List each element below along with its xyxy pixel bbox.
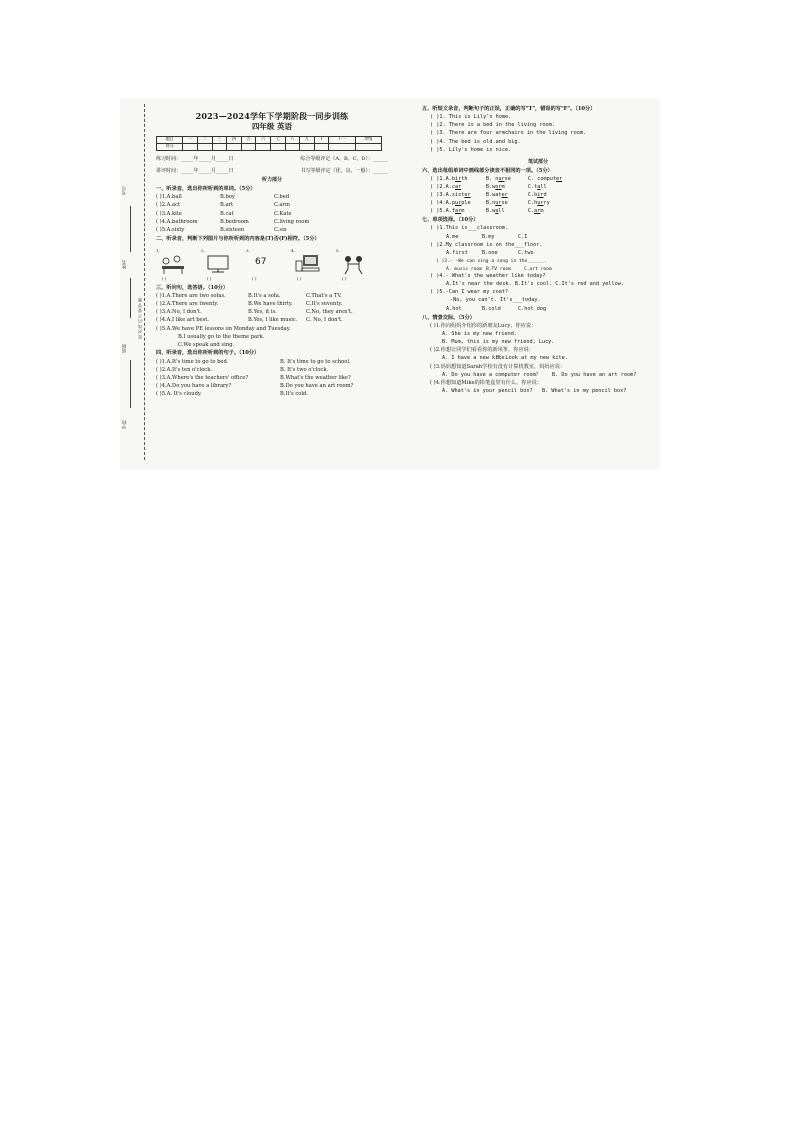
- option-b: B.sixteen: [220, 226, 245, 233]
- score-input-cell[interactable]: [183, 143, 198, 150]
- word-part: B.w: [485, 208, 496, 215]
- scenario-4: ( )4.你想知道Mike的铅笔盒里有什么，你应说：: [430, 379, 543, 386]
- option-b: B.TV room: [486, 266, 511, 272]
- underlined-letters: ar: [534, 208, 541, 215]
- answer-bracket: ( )5.A.: [430, 208, 452, 215]
- score-header-cell: 十: [314, 136, 329, 143]
- option-a: A. I have a new kite.: [442, 355, 508, 362]
- option-b: B.We have thirty.: [248, 301, 293, 308]
- scenario-2-options: [422, 356, 654, 362]
- question-1: ( )1.This is___classroom.: [430, 225, 509, 232]
- question-row: [156, 376, 388, 382]
- phonics-row: [422, 209, 654, 215]
- section-4-title: 四、听录音，选出你所听到的句子。（10分）: [156, 350, 260, 357]
- option-c: C.living room: [274, 218, 310, 225]
- word-part: m: [540, 208, 544, 215]
- phonics-row: [422, 185, 654, 191]
- word-part: B. n: [485, 175, 499, 182]
- overall-rating: 综合等级评定（A、B、C、D）：______: [300, 155, 388, 162]
- answer-bracket: ( )4.A.: [430, 200, 452, 207]
- option-c: C.Kate: [274, 210, 292, 217]
- underlined-letters: ar: [455, 208, 462, 215]
- word-part: se: [501, 200, 508, 207]
- option-b: B.Yes, it is.: [248, 309, 277, 316]
- option-b: B.bedroom: [220, 218, 249, 225]
- practice-time: 练习时间：_____年_____月_____日: [156, 155, 234, 162]
- option-a: ( )3.A.kite: [156, 210, 182, 217]
- word-part: B.wat: [485, 191, 502, 198]
- option-a: ( )5.A. It's cloudy.: [156, 391, 202, 398]
- option-a: A.hot: [446, 305, 462, 312]
- word-option-b: [486, 185, 528, 191]
- option-a: A.first: [446, 249, 468, 256]
- option-b: B.Do you have an art room?: [280, 383, 354, 390]
- option-b: B.boy: [220, 194, 235, 201]
- underlined-letters: or: [495, 183, 502, 190]
- score-input-cell[interactable]: [241, 143, 256, 150]
- word-part: d: [543, 191, 547, 198]
- word-option-c: [528, 193, 547, 199]
- option-b: B.It's a sofa.: [248, 292, 281, 299]
- answer-bracket: ( ): [297, 276, 302, 282]
- word-part: B.w: [485, 183, 496, 190]
- option-c: C.bed: [274, 194, 290, 201]
- option-b: B.It's cold.: [280, 391, 308, 398]
- section-5-title: 五、听短文录音，判断句子的正误，正确的写"T"，错误的写"F"。（10分）: [422, 106, 596, 112]
- picture-4: [291, 247, 325, 282]
- question-5-option-c: C.We speak and sing.: [178, 341, 235, 348]
- underlined-letters: ur: [495, 200, 502, 207]
- score-header-cell: 一: [183, 136, 198, 143]
- question-2: ( )2.My classroom is on the___floor.: [430, 241, 543, 248]
- option-b: B.cat: [220, 210, 234, 217]
- underlined-letters: er: [501, 191, 508, 198]
- question-4-options: A.It's near the desk. B.It's cool. C.It's red and yellow.: [446, 281, 625, 288]
- section-7-items: [422, 226, 654, 312]
- question-5-line-2: -No, you can't. It's___today.: [450, 297, 541, 304]
- word-option-a: [452, 193, 486, 199]
- computer-icon: [294, 253, 322, 275]
- section-6-items: [422, 177, 654, 216]
- listening-heading: 听力部分: [261, 177, 282, 184]
- option-a: ( )2.A.act: [156, 202, 181, 209]
- field-label-name: 姓名: [122, 260, 127, 269]
- underlined-letters: ur: [537, 200, 544, 207]
- score-input-cell[interactable]: [270, 143, 285, 150]
- question-3-options: [422, 267, 654, 272]
- picture-number: 1.: [156, 247, 160, 253]
- statement-row: ( )4. The bed is old and big.: [430, 138, 521, 145]
- word-part: ple: [461, 200, 471, 207]
- practice-info-row: [156, 157, 388, 163]
- question-row: [156, 392, 388, 398]
- option-a: ( )4.A.bathroom: [156, 218, 198, 225]
- score-header-cell: 五: [241, 136, 256, 143]
- option-a: ( )3.A.No, I don't.: [156, 309, 202, 316]
- score-header-cell: 八: [285, 136, 300, 143]
- word-part: m: [501, 183, 505, 190]
- word-part: ry: [543, 200, 550, 207]
- binding-strip: [120, 98, 150, 470]
- option-a: ( )4.A.I like art best.: [156, 317, 210, 324]
- answer-bracket: ( ): [252, 276, 257, 282]
- underlined-letters: ir: [537, 191, 544, 198]
- scenario-1: ( )1.你向妈妈介绍你的新朋友Lucy，你应说：: [430, 322, 537, 329]
- option-c: C.arm: [274, 202, 290, 209]
- picture-1: [156, 247, 190, 282]
- right-column: [422, 104, 654, 395]
- score-input-cell[interactable]: [197, 143, 212, 150]
- question-4: ( )4.- What's the weather like today?: [430, 272, 546, 279]
- option-c: C.art room: [524, 266, 552, 272]
- option-c: C. No, I don't.: [306, 317, 343, 324]
- question-1-options: [422, 235, 654, 241]
- score-header-cell: 七: [270, 136, 285, 143]
- left-column: [156, 104, 388, 398]
- answer-bracket: ( )3.A.: [430, 191, 452, 198]
- question-row: [156, 360, 388, 366]
- option-a: ( )4.A.Do you have a library?: [156, 383, 232, 390]
- word-part: b: [451, 175, 455, 182]
- people-at-table-icon: [159, 253, 187, 275]
- underlined-letters: er: [464, 191, 471, 198]
- blank-line: [130, 360, 131, 408]
- scenario-3-options: [422, 373, 654, 379]
- option-a: A.me: [446, 233, 459, 240]
- score-header-cell: 六: [256, 136, 271, 143]
- question-3: ( )3.- -We can sing a song in the______.: [436, 259, 547, 265]
- word-part: B.n: [485, 200, 496, 207]
- score-table: [156, 136, 382, 151]
- word-option-b: [486, 209, 528, 215]
- underlined-letters: ar: [455, 183, 462, 190]
- question-row: [156, 384, 388, 390]
- section-4-items: [156, 360, 388, 399]
- word-option-a: [452, 185, 486, 191]
- picture-2: [201, 247, 235, 282]
- word-part: C.b: [527, 191, 538, 198]
- word-option-b: [486, 201, 528, 207]
- word-option-a: [452, 177, 486, 183]
- picture-3: [246, 247, 280, 282]
- question-row: [156, 212, 388, 218]
- option-b: B. Do you have an art room?: [552, 371, 637, 378]
- question-row: [156, 318, 388, 324]
- score-table-header-row: [157, 136, 382, 143]
- picture-row: [156, 247, 388, 282]
- option-b: B. Look at my new kite.: [496, 355, 568, 362]
- option-c: C.six: [274, 226, 287, 233]
- question-row: [156, 294, 388, 300]
- score-header-cell: 二: [197, 136, 212, 143]
- underlined-letters: a: [495, 208, 499, 215]
- question-5: ( )5.-Can I wear my coat?: [430, 289, 509, 296]
- score-input-cell[interactable]: [227, 143, 242, 150]
- question-row: [156, 220, 388, 226]
- option-b: B.art: [220, 202, 234, 209]
- option-c: C.That's a TV.: [306, 292, 342, 299]
- word-part: C.: [527, 208, 535, 215]
- word-option-a: [452, 201, 486, 207]
- review-info-row: [156, 169, 388, 175]
- scenario-4-options: [422, 389, 654, 395]
- section-3-title: 三、听问句，选答语。（10分）: [156, 284, 229, 291]
- word-part: th: [461, 175, 468, 182]
- section-2-title: 二、听录音，判断下列图片与你所听到的内容是(T)否(F)相符。（5分）: [156, 235, 320, 242]
- word-part: sist: [451, 191, 465, 198]
- option-a: ( )5.A.sixty: [156, 226, 185, 233]
- score-header-cell: 九: [300, 136, 315, 143]
- review-time: 讲评时间：_____年_____月_____日: [156, 167, 234, 174]
- option-b: B. It's time to go to school.: [280, 358, 351, 365]
- picture-number: 3.: [246, 247, 250, 253]
- writing-rating: 书写等级评定（优、良、一般）：______: [300, 167, 388, 174]
- scenario-1-option-b: B. Mum, this is my new friend, Lucy.: [442, 339, 555, 346]
- option-c: C.No, they aren't.: [306, 309, 353, 316]
- exam-subtitle: 四年级 英语: [251, 122, 293, 132]
- scenario-3: ( )3.妈妈想知道Sarah学校有没有计算机教室，妈妈应说：: [430, 363, 566, 370]
- option-b: B. What's in my pencil box?: [542, 387, 627, 394]
- question-row: [156, 195, 388, 201]
- phonics-row: [422, 193, 654, 199]
- question-5-options: [422, 307, 654, 313]
- score-header-cell: 题目: [157, 136, 183, 143]
- word-option-c: [528, 177, 562, 183]
- picture-number: 2.: [201, 247, 205, 253]
- field-label-exam-number: 考号: [122, 186, 127, 195]
- underlined-letters: er: [555, 175, 563, 182]
- answer-bracket: ( ): [342, 276, 347, 282]
- section-3-items: [156, 294, 388, 349]
- score-input-cell[interactable]: [355, 143, 381, 150]
- word-part: se: [504, 175, 511, 182]
- option-c: C.It's seventy.: [306, 301, 343, 308]
- picture-5: [336, 247, 370, 282]
- underlined-letters: a: [537, 183, 541, 190]
- option-a: ( )1.A.ball: [156, 194, 182, 201]
- score-header-cell: 四: [227, 136, 242, 143]
- field-label-school: 学校: [122, 420, 127, 429]
- word-part: ll: [498, 208, 505, 215]
- word-part: p: [451, 200, 455, 207]
- word-option-b: [486, 177, 528, 183]
- underlined-letters: ir: [455, 175, 462, 182]
- question-row: [156, 302, 388, 308]
- option-a: ( )2.A.It's ten o'clock.: [156, 366, 212, 373]
- phonics-row: [422, 177, 654, 183]
- scenario-2: ( )2.你想让同学们看看你的新风筝，你应说：: [430, 347, 535, 354]
- section-7-title: 七、单项选择。（10分）: [422, 217, 479, 224]
- question-row: [156, 368, 388, 374]
- section-5-items: [422, 115, 654, 154]
- score-header-cell: 三: [212, 136, 227, 143]
- word-part: ll: [540, 183, 547, 190]
- answer-bracket: ( )2.A.: [430, 183, 452, 190]
- section-8-items: [422, 324, 654, 395]
- option-a: A. What's in your pencil box?: [442, 387, 533, 394]
- statement-row: ( )1. This is Lily's home.: [430, 114, 512, 121]
- option-a: ( )3.A.Where's the teachers' office?: [156, 374, 249, 381]
- option-b: B.What's the weather like?: [280, 374, 351, 381]
- score-input-cell[interactable]: [285, 143, 300, 150]
- score-table-score-row: [157, 143, 382, 150]
- blank-line: [130, 278, 131, 318]
- exam-sheet: [120, 98, 660, 470]
- option-b: B.cold: [482, 305, 501, 312]
- word-part: c: [451, 183, 455, 190]
- option-a: ( )1.A.It's time to go to bed.: [156, 358, 229, 365]
- option-b: B. It's two o'clock.: [280, 366, 329, 373]
- option-c: C.I: [518, 233, 528, 240]
- score-row-label: 得分: [157, 143, 183, 150]
- option-b: B.one: [482, 249, 498, 256]
- section-8-title: 八、情景交际。（5分）: [422, 314, 475, 321]
- question-row: [156, 203, 388, 209]
- word-option-a: [452, 209, 486, 215]
- tv-icon: [204, 253, 232, 275]
- word-part: f: [451, 208, 455, 215]
- score-input-cell[interactable]: [314, 143, 329, 150]
- option-a: ( )2.A.There are twenty.: [156, 301, 219, 308]
- word-part: C. comput: [527, 175, 556, 182]
- option-c: C.hot dog: [518, 305, 547, 312]
- scenario-1-option-a: A. She is my new friend.: [442, 330, 517, 337]
- score-input-cell[interactable]: [212, 143, 227, 150]
- number-display: 67: [255, 256, 267, 267]
- word-option-b: [486, 193, 528, 199]
- option-a: ( )1.A.There are two sofas.: [156, 292, 226, 299]
- score-input-cell[interactable]: [329, 143, 355, 150]
- score-input-cell[interactable]: [256, 143, 271, 150]
- question-5-option-a: ( )5.A.We have PE lessons on Monday and Tuesday.: [156, 325, 291, 332]
- question-2-options: [422, 251, 654, 257]
- field-label-class: 班级: [122, 344, 127, 353]
- written-heading: 笔试部分: [527, 158, 548, 165]
- blank-line: [130, 206, 131, 252]
- seal-text: 密 封 线 内 不 要 答 题: [137, 298, 142, 339]
- word-part: C.h: [527, 200, 538, 207]
- children-icon: [339, 253, 367, 275]
- word-option-c: [528, 185, 547, 191]
- question-row: [156, 228, 388, 234]
- word-part: m: [461, 208, 465, 215]
- answer-bracket: ( ): [162, 276, 167, 282]
- exam-title: 2023—2024学年下学期阶段一同步训练: [195, 111, 349, 121]
- option-b: B.my: [482, 233, 495, 240]
- word-option-c: [528, 209, 544, 215]
- question-row: [156, 327, 388, 333]
- option-a: A. Do you have a computer room？: [442, 371, 541, 378]
- answer-bracket: ( ): [207, 276, 212, 282]
- question-row: [156, 310, 388, 316]
- statement-row: ( )3. There are four armchairs in the living room.: [430, 130, 587, 137]
- word-option-c: [528, 201, 550, 207]
- score-header-cell: 等级: [355, 136, 381, 143]
- section-1-items: [156, 195, 388, 234]
- section-1-title: 一、听录音，选出你所听到的单词。（5分）: [156, 186, 256, 193]
- answer-bracket: ( )1.A.: [430, 175, 452, 182]
- underlined-letters: ur: [455, 200, 462, 207]
- word-part: C.t: [527, 183, 538, 190]
- picture-number: 4.: [291, 247, 295, 253]
- seal-line: [144, 104, 145, 460]
- statement-row: ( )2. There is a bed in the living room.: [430, 122, 555, 129]
- option-c: C.two: [518, 249, 534, 256]
- phonics-row: [422, 201, 654, 207]
- underlined-letters: ur: [498, 175, 505, 182]
- question-5-option-b: B.I usually go to the theme park.: [178, 333, 265, 340]
- section-6-title: 六、选出每组单词中画线部分读音不相同的一项。（5分）: [422, 167, 553, 174]
- option-b: B.Yes, I like music.: [248, 317, 298, 324]
- statement-row: ( )5. Lily's home is nice.: [430, 146, 512, 153]
- picture-number: 5.: [336, 247, 340, 253]
- option-a: A. music room: [446, 266, 482, 272]
- score-header-cell: 十一: [329, 136, 355, 143]
- score-input-cell[interactable]: [300, 143, 315, 150]
